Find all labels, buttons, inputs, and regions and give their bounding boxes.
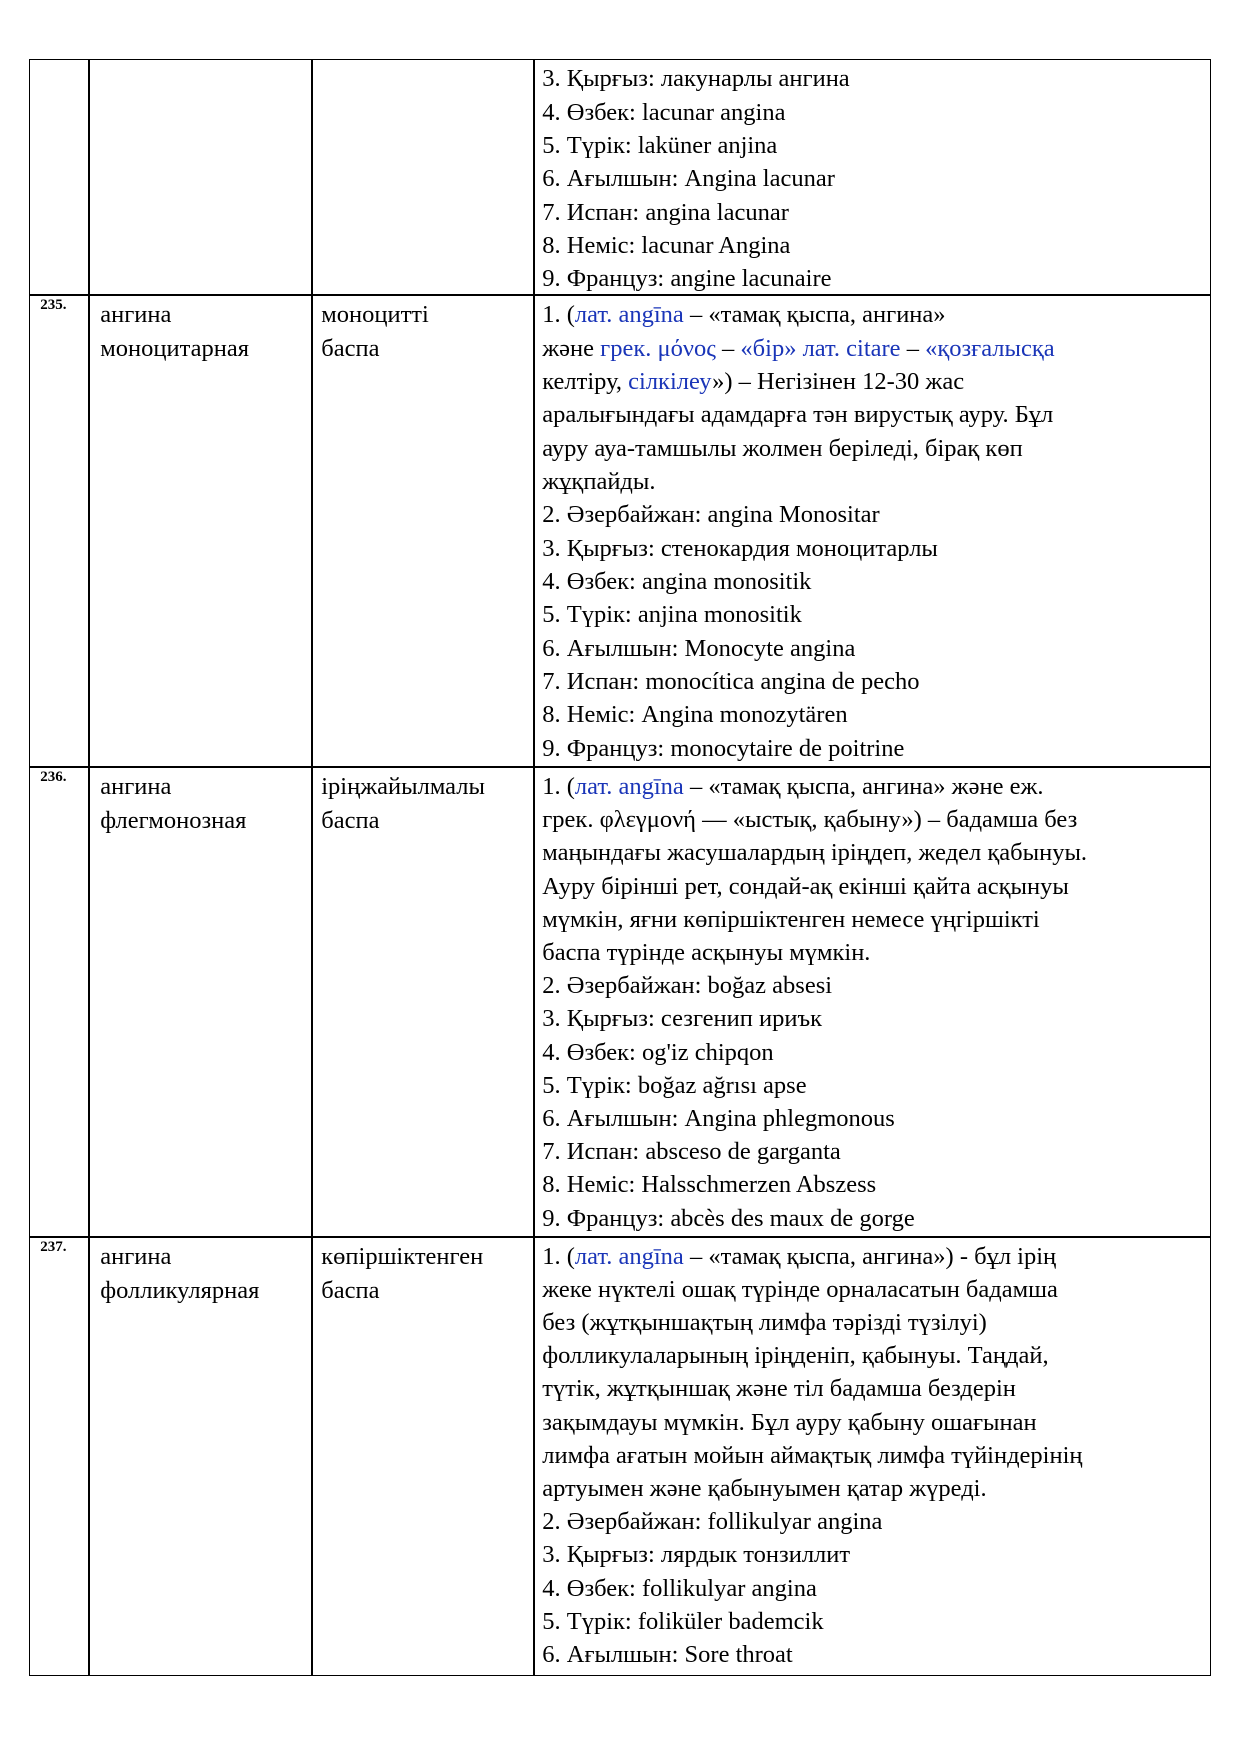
row-237-term-ru-cell [89,1237,312,1676]
translation-line: 2. Әзербайжан: follikulyar angina [542,1508,883,1536]
row-235-definition-cell [534,295,1211,767]
translation-line: 6. Ағылшын: Angina lacunar [542,165,835,193]
definition-line: 1. (лат. angīna – «тамақ қыспа, ангина») - бұл ірің [542,1243,1057,1271]
translation-line: 2. Әзербайжан: boğaz absesi [542,972,833,1000]
translation-line: 8. Неміс: Angina monozytären [542,701,848,729]
term-ru-line: ангина [100,301,172,329]
definition-line: баспа түрінде асқынуы мүмкін. [542,939,871,967]
row-237-definition-cell [534,1237,1211,1676]
translation-line: 7. Испан: angina lacunar [542,199,789,227]
definition-line: аралығындағы адамдарға тән вирустық ауру. Бұл [542,401,1054,429]
row-number: 236. [40,769,67,786]
row-236-term-ru-cell [89,767,312,1237]
translation-line: 7. Испан: monocítica angina de pecho [542,668,920,696]
translation-line: 5. Түрік: laküner anjina [542,132,778,160]
translation-line: 5. Түрік: foliküler bademcik [542,1608,824,1636]
translation-line: 5. Түрік: boğaz ağrısı apse [542,1072,807,1100]
row-237-number-cell [29,1237,89,1676]
translation-line: 6. Ағылшын: Angina phlegmonous [542,1105,895,1133]
translation-line: 7. Испан: absceso de garganta [542,1138,841,1166]
translation-line: 6. Ағылшын: Sore throat [542,1641,793,1669]
definition-line: артуымен және қабынуымен қатар жүреді. [542,1475,987,1503]
translation-line: 6. Ағылшын: Monocyte angina [542,635,856,663]
translation-line: 9. Француз: angine lacunaire [542,265,832,293]
row-235-number-cell [29,295,89,767]
row-0-term-ru-cell [89,59,312,295]
term-kk-line: моноцитті [321,301,429,329]
definition-line: Ауру бірінші рет, сондай-ақ екінші қайта асқынуы [542,873,1069,901]
row-0-number-cell [29,59,89,295]
term-kk-line: көпіршіктенген [321,1243,484,1271]
row-236-term-kk-cell [312,767,534,1237]
translation-line: 3. Қырғыз: стенокардия моноцитарлы [542,535,938,563]
row-235-term-ru-cell [89,295,312,767]
translation-line: 5. Түрік: anjina monositik [542,601,802,629]
row-236-definition-cell [534,767,1211,1237]
term-ru-line: моноцитарная [100,335,249,363]
definition-line: және грек. μόνος – «бір» лат. citare – «қозғалысқа [542,335,1055,363]
translation-line: 9. Француз: abcès des maux de gorge [542,1205,915,1233]
row-number: 235. [40,297,67,314]
translation-line: 3. Қырғыз: лакунарлы ангина [542,65,850,93]
definition-line: фолликулаларының іріңденіп, қабынуы. Таңдай, [542,1342,1049,1370]
definition-line: без (жұтқыншақтың лимфа тәрізді түзілуі) [542,1309,987,1337]
translation-line: 9. Француз: monocytaire de poitrine [542,735,905,763]
term-kk-line: баспа [321,335,380,363]
translation-line: 8. Неміс: lacunar Angina [542,232,791,260]
translation-line: 3. Қырғыз: лярдык тонзиллит [542,1541,851,1569]
term-ru-line: фолликулярная [100,1277,260,1305]
definition-line: жұқпайды. [542,468,656,496]
row-235-term-kk-cell [312,295,534,767]
translation-line: 4. Өзбек: og'iz chipqon [542,1039,774,1067]
row-0-term-kk-cell [312,59,534,295]
translation-line: 4. Өзбек: lacunar angina [542,99,786,127]
term-kk-line: іріңжайылмалы [321,773,485,801]
definition-line: маңындағы жасушалардың іріңдеп, жедел қабынуы. [542,839,1088,867]
row-number: 237. [40,1239,67,1256]
definition-line: грек. φλεγμονή — «ыстық, қабыну») – бадамша без [542,806,1078,834]
definition-line: лимфа ағатын мойын аймақтық лимфа түйіндерінің [542,1442,1083,1470]
term-ru-line: ангина [100,1243,172,1271]
row-237-term-kk-cell [312,1237,534,1676]
term-ru-line: флегмонозная [100,807,247,835]
translation-line: 2. Әзербайжан: angina Monositar [542,501,880,529]
definition-line: түтік, жұтқыншақ және тіл бадамша бездерін [542,1375,1016,1403]
term-kk-line: баспа [321,1277,380,1305]
row-0-definition-cell [534,59,1211,295]
definition-line: келтіру, сілкілеу») – Негізінен 12-30 жас [542,368,965,396]
definition-line: зақымдауы мүмкін. Бұл ауру қабыну ошағынан [542,1409,1037,1437]
translation-line: 3. Қырғыз: сезгенип ириък [542,1005,823,1033]
definition-line: мүмкін, яғни көпіршіктенген немесе үңгіршікті [542,906,1040,934]
term-ru-line: ангина [100,773,172,801]
row-236-number-cell [29,767,89,1237]
definition-line: жеке нүктелі ошақ түрінде орналасатын бадамша [542,1276,1058,1304]
definition-line: ауру ауа-тамшылы жолмен беріледі, бірақ көп [542,435,1023,463]
definition-line: 1. (лат. angīna – «тамақ қыспа, ангина» және еж. [542,773,1044,801]
translation-line: 8. Неміс: Halsschmerzen Abszess [542,1171,877,1199]
definition-line: 1. (лат. angīna – «тамақ қыспа, ангина» [542,301,946,329]
term-kk-line: баспа [321,807,380,835]
translation-line: 4. Өзбек: follikulyar angina [542,1575,817,1603]
translation-line: 4. Өзбек: angina monositik [542,568,812,596]
